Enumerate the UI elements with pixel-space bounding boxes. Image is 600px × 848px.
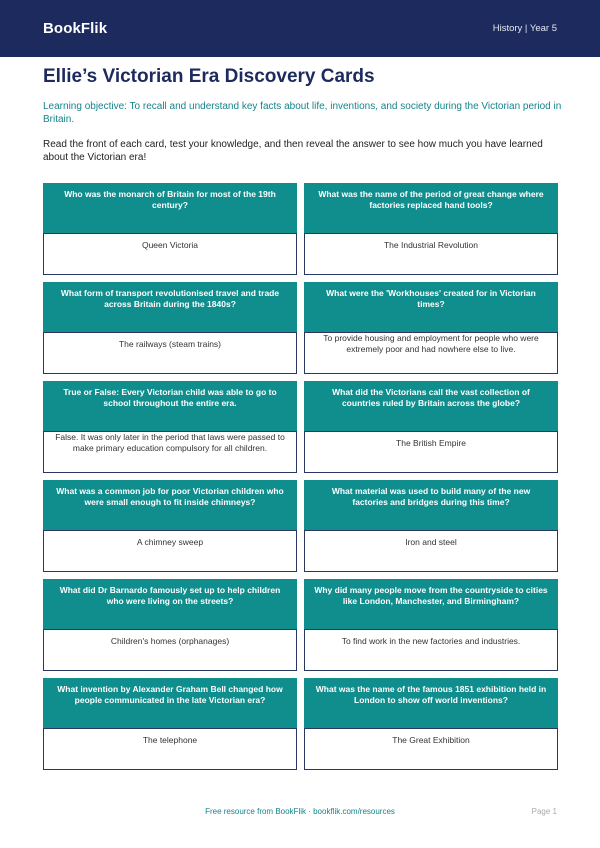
page-number: Page 1 [531, 807, 557, 816]
card-question: What invention by Alexander Graham Bell changed how people communicated in the late Victorian era? [43, 678, 297, 728]
card-question: What was the name of the period of great change where factories replaced hand tools? [304, 183, 558, 233]
card-question: What were the 'Workhouses' created for in Victorian times? [304, 282, 558, 332]
card-answer: Iron and steel [304, 530, 558, 572]
subject-label: History | Year 5 [492, 23, 557, 34]
card-question: What did Dr Barnardo famously set up to help children who were living on the streets? [43, 579, 297, 629]
discovery-card[interactable] [304, 183, 558, 275]
card-answer: To provide housing and employment for people who were extremely poor and had nowhere else to live. [304, 332, 558, 374]
discovery-card[interactable] [304, 480, 558, 572]
card-question: What was the name of the famous 1851 exhibition held in London to show off world inventions? [304, 678, 558, 728]
discovery-card[interactable] [43, 282, 297, 374]
discovery-card[interactable] [43, 480, 297, 572]
discovery-card[interactable] [43, 579, 297, 671]
card-question: What material was used to build many of the new factories and bridges during this time? [304, 480, 558, 530]
header-bar [0, 0, 600, 57]
discovery-card[interactable] [43, 381, 297, 473]
discovery-card[interactable] [304, 579, 558, 671]
card-question: Who was the monarch of Britain for most of the 19th century? [43, 183, 297, 233]
learning-objective: Learning objective: To recall and understand key facts about life, inventions, and society during the Victorian period in Britain. [43, 101, 562, 125]
card-answer: The Great Exhibition [304, 728, 558, 770]
card-answer: Queen Victoria [43, 233, 297, 275]
discovery-card[interactable] [304, 678, 558, 770]
discovery-card[interactable] [304, 381, 558, 473]
card-answer: The railways (steam trains) [43, 332, 297, 374]
card-question: What was a common job for poor Victorian children who were small enough to fit inside chimneys? [43, 480, 297, 530]
discovery-card[interactable] [43, 183, 297, 275]
card-answer: The Industrial Revolution [304, 233, 558, 275]
card-answer: Children's homes (orphanages) [43, 629, 297, 671]
card-answer: The telephone [43, 728, 297, 770]
page-title: Ellie’s Victorian Era Discovery Cards [43, 66, 375, 87]
card-question: True or False: Every Victorian child was able to go to school throughout the entire era. [43, 381, 297, 431]
card-question: What did the Victorians call the vast collection of countries ruled by Britain across the globe? [304, 381, 558, 431]
discovery-card[interactable] [304, 282, 558, 374]
card-answer: False. It was only later in the period that laws were passed to make primary education compulsory for all children. [43, 431, 297, 473]
brand-logo-text[interactable]: BookFlik [43, 20, 108, 37]
footer-credit[interactable]: Free resource from BookFlik · bookflik.com/resources [205, 807, 395, 816]
card-answer: A chimney sweep [43, 530, 297, 572]
card-grid [43, 183, 558, 770]
card-answer: To find work in the new factories and industries. [304, 629, 558, 671]
card-question: What form of transport revolutionised travel and trade across Britain during the 1840s? [43, 282, 297, 332]
card-answer: The British Empire [304, 431, 558, 473]
discovery-card[interactable] [43, 678, 297, 770]
card-question: Why did many people move from the countryside to cities like London, Manchester, and Birmingham? [304, 579, 558, 629]
instructions-text: Read the front of each card, test your knowledge, and then reveal the answer to see how much you have learned about the Victorian era! [43, 139, 543, 163]
